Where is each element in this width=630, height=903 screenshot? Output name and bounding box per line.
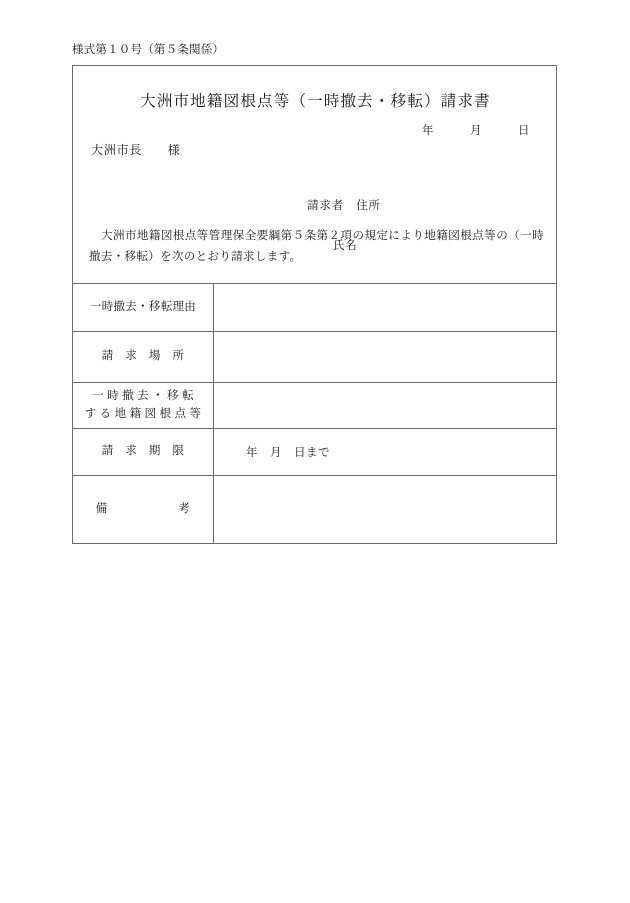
page-title: 大洲市地籍図根点等（一時撤去・移転）請求書: [140, 93, 491, 110]
row-value-points[interactable]: [214, 383, 557, 429]
table-row: [73, 284, 557, 332]
row-value-deadline[interactable]: 年 月 日まで: [214, 429, 557, 476]
row-value-remarks[interactable]: [214, 476, 557, 544]
row-value-reason[interactable]: [214, 284, 557, 332]
row-label-points: 一 時 撤 去 ・ 移 転 す る 地 籍 図 根 点 等: [73, 383, 214, 429]
addressee-line: 大洲市長 様: [91, 143, 181, 157]
table-row: [73, 383, 557, 429]
header-box: [72, 65, 557, 283]
row-label-deadline: 請 求 期 限: [73, 429, 214, 476]
row-label-remarks: 備 考: [73, 476, 214, 544]
body-paragraph: 大洲市地籍図根点等管理保全要綱第５条第２項の規定により地籍図根点等の（一時撤去・移転）を次のとおり請求します。: [89, 230, 544, 264]
date-line: 年 月 日: [422, 125, 530, 137]
table-row: [73, 429, 557, 476]
request-details-table: [72, 283, 557, 544]
row-value-place[interactable]: [214, 332, 557, 383]
table-row: [73, 476, 557, 544]
form-number: 様式第１０号（第５条関係）: [72, 44, 225, 56]
row-label-place: 請 求 場 所: [73, 332, 214, 383]
requester-name-label: 氏名: [333, 240, 358, 253]
requester-address-label: 請求者 住所: [307, 200, 381, 213]
table-row: [73, 332, 557, 383]
row-label-reason: 一時撤去・移転理由: [73, 284, 214, 332]
